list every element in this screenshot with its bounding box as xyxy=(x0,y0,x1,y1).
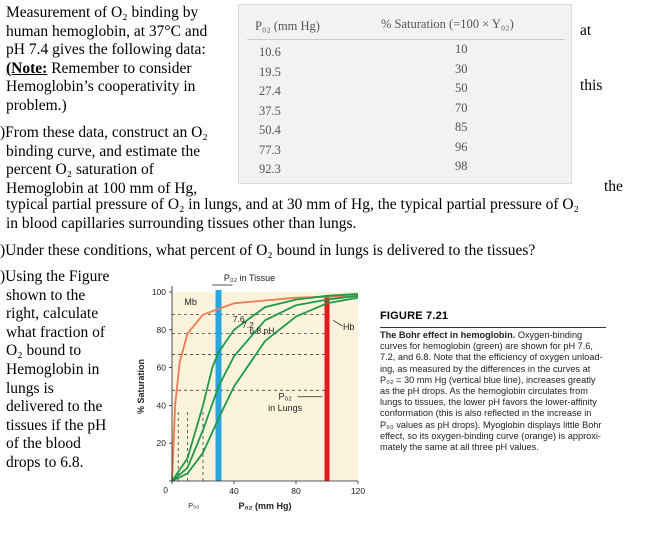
x-axis-label: P₀₂ (mm Hg) xyxy=(238,501,292,511)
part1-line: )From these data, construct an O₂ xyxy=(0,124,208,141)
caption-line: The Bohr effect in hemoglobin. Oxygen-binding xyxy=(380,330,583,340)
y-tick-label: 0 xyxy=(163,485,168,495)
note-label: (Note: xyxy=(6,59,48,77)
caption-line: effect, so its oxygen-binding curve (orange) is approxi- xyxy=(380,430,601,441)
note-line xyxy=(6,60,236,79)
caption-title: FIGURE 7.21 xyxy=(380,310,449,322)
figure-caption xyxy=(380,310,606,485)
table-header-rule xyxy=(247,39,565,40)
part3-line: shown to the xyxy=(6,286,86,304)
caption-line: as the pH drops. As the hemoglobin circulates from xyxy=(380,386,588,397)
caption-line: mately the same at all three pH values. xyxy=(380,442,539,453)
table-cell-pressure: 77.3 xyxy=(259,142,281,157)
caption-line: ing, as measured by the differences in the curves at xyxy=(380,363,591,374)
caption-line: lungs to tissues, the lower pH favors the lower-affinity xyxy=(380,397,597,408)
intro-line: pH 7.4 gives the following data: xyxy=(6,41,206,59)
part3-line: Hemoglobin in xyxy=(6,360,100,378)
part1-line: Hemoglobin at 100 mm of Hg, xyxy=(6,179,198,197)
part1-cont-line: typical partial pressure of O₂ in lungs, and at 30 mm of Hg, the typical partial pressure of O₂ xyxy=(6,196,579,213)
question-intro xyxy=(6,4,236,116)
mb-label: Mb xyxy=(184,297,197,308)
table-cell-pressure: 27.4 xyxy=(259,84,281,98)
data-table xyxy=(238,4,572,184)
table-header-saturation: % Saturation (=100 × Y₀₂) xyxy=(381,17,514,31)
caption-line: conformation (this is also reflected in the increase in xyxy=(380,408,592,419)
caption-body xyxy=(380,330,606,453)
table-cell-pressure: 19.5 xyxy=(259,64,281,79)
part3-line: of the blood xyxy=(6,435,81,453)
table-cell-saturation: 85 xyxy=(455,120,468,134)
part3-line: right, calculate xyxy=(6,305,99,323)
caption-rule xyxy=(380,327,606,328)
y-axis-label: % Saturation xyxy=(136,358,146,415)
part3-line: what fraction of xyxy=(6,323,105,341)
ph72-label: 7.2 xyxy=(242,319,254,330)
question-part3 xyxy=(0,268,135,473)
table-cell-saturation: 96 xyxy=(455,139,468,154)
table-cell-pressure: 10.6 xyxy=(259,45,281,59)
ph68-label: 6.8 pH xyxy=(249,325,275,336)
table-cell-saturation: 70 xyxy=(455,100,468,115)
table-cell-pressure: 92.3 xyxy=(259,162,281,176)
at-fragment: at xyxy=(580,22,592,39)
caption-line: curves for hemoglobin (green) are shown for pH 7.6, xyxy=(380,341,593,352)
x-tick-label: 40 xyxy=(229,486,239,496)
part3-line: )Using the Figure xyxy=(0,268,110,285)
this-fragment: this xyxy=(580,77,603,94)
caption-line: 7.2, and 6.8. Note that the efficiency of oxygen unload- xyxy=(380,352,603,363)
note-line: Hemoglobin’s cooperativity in xyxy=(6,78,196,96)
part3-line: delivered to the xyxy=(6,398,103,416)
lung-line xyxy=(325,296,330,481)
y-tick-label: 100 xyxy=(151,287,166,297)
table-cell-saturation: 30 xyxy=(455,61,468,76)
table-header-pressure: P₀₂ (mm Hg) xyxy=(255,19,320,33)
lungs-label: in Lungs xyxy=(268,403,303,414)
caption-line: P₅₀ values as pH drops). Myoglobin displays little Bohr xyxy=(380,419,602,430)
lungs-label: P₀₂ xyxy=(278,391,292,402)
caption-line: P₀₂ = 30 mm Hg (vertical blue line), increases greatly xyxy=(380,374,596,385)
part3-line: tissues if the pH xyxy=(6,416,107,434)
question-part1 xyxy=(0,124,236,198)
part1-cont-line: in blood capillaries surrounding tissues other than lungs. xyxy=(6,214,357,232)
note-line: problem.) xyxy=(6,96,67,114)
y-tick-label: 80 xyxy=(156,324,166,335)
p50-label: P₅₀ xyxy=(188,501,200,510)
hb-label: Hb xyxy=(342,321,355,332)
table-cell-saturation: 50 xyxy=(455,81,468,95)
y-tick-label: 60 xyxy=(156,362,166,373)
ph76-label: 7.6 xyxy=(232,314,245,325)
part3-line: O₂ bound to xyxy=(6,342,82,360)
table-cell-pressure: 50.4 xyxy=(259,123,281,137)
tissue-label: P₀₂ in Tissue xyxy=(223,273,276,283)
table-cell-saturation: 98 xyxy=(455,159,468,173)
part3-line: lungs is xyxy=(6,379,54,397)
question-part1-cont xyxy=(6,196,661,233)
note-rest: Remember to consider xyxy=(47,59,192,77)
the-fragment: the xyxy=(604,178,623,195)
part1-line: binding curve, and estimate the xyxy=(6,142,201,160)
table-cell-saturation: 10 xyxy=(455,42,468,56)
part1-line: percent O₂ saturation of xyxy=(6,161,154,179)
x-tick-label: 80 xyxy=(291,486,301,496)
intro-line: human hemoglobin, at 37°C and xyxy=(6,22,208,40)
y-tick-label: 40 xyxy=(156,400,166,411)
intro-line: Measurement of O₂ binding by xyxy=(6,4,199,21)
table-cell-pressure: 37.5 xyxy=(259,103,281,118)
x-tick-label: 120 xyxy=(350,486,366,496)
question-part2: )Under these conditions, what percent of O₂ bound in lungs is delivered to the tissues? xyxy=(0,242,536,259)
y-tick-label: 20 xyxy=(156,438,166,449)
bohr-effect-figure xyxy=(128,262,380,547)
part3-line: drops to 6.8. xyxy=(6,453,84,471)
